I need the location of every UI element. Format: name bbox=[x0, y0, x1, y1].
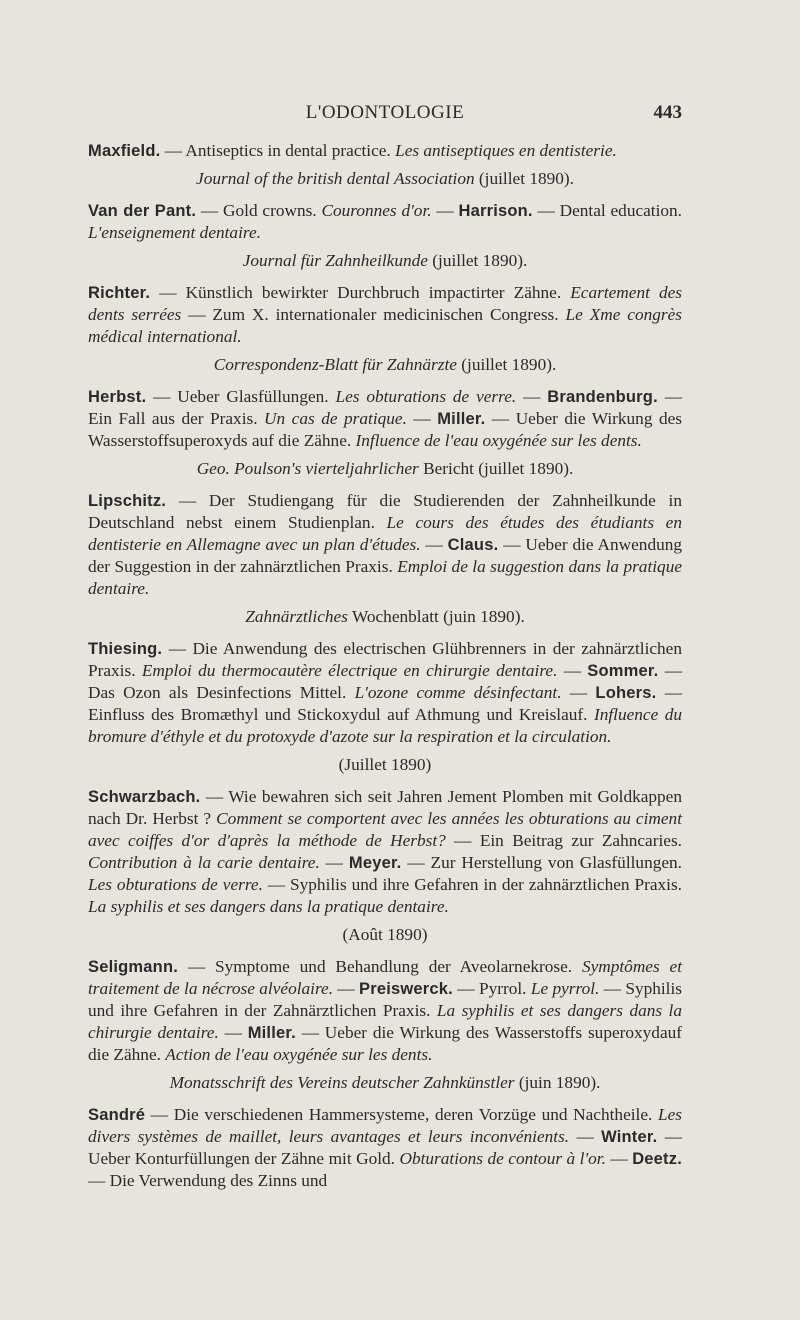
author-name: Schwarzbach. bbox=[88, 788, 201, 806]
separator: — bbox=[406, 409, 438, 428]
journal-name: Geo. Poulson's vierteljahrlicher bbox=[196, 459, 419, 478]
running-title: L'ODONTOLOGIE bbox=[305, 102, 465, 123]
journal-name: Correspondenz-Blatt für Zahnärzte bbox=[213, 355, 457, 374]
page-header bbox=[88, 102, 682, 132]
source-line bbox=[88, 168, 682, 190]
separator: — bbox=[561, 683, 596, 702]
source-line bbox=[88, 250, 682, 272]
title-text: — Wie bewahren sich seit Jahren Jement Plomben mit Goldkappen nach Dr. Herbst ? bbox=[88, 787, 682, 828]
french-translation: Couronnes d'or. bbox=[321, 201, 432, 220]
journal-name: Journal of the british dental Association bbox=[196, 169, 475, 188]
title-text: — Einfluss des Bromæthyl und Stickoxydul auf Athmung und Kreislauf. bbox=[88, 683, 682, 724]
author-name: Deetz. bbox=[632, 1150, 682, 1168]
title-text: — Ein Beitrag zur Zahncaries. bbox=[445, 831, 682, 850]
author-name: Preiswerck. bbox=[359, 980, 453, 998]
journal-name: Journal für Zahnheilkunde bbox=[242, 251, 428, 270]
author-name: Thiesing. bbox=[88, 640, 163, 658]
french-translation: L'ozone comme désinfectant. bbox=[354, 683, 562, 702]
separator: — bbox=[569, 1127, 602, 1146]
author-name: Miller. bbox=[247, 1024, 296, 1042]
title-text: — Gold crowns. bbox=[196, 201, 322, 220]
entry-van-der-pant bbox=[88, 200, 682, 244]
source-line bbox=[88, 606, 682, 628]
title-text: — Zum X. internationaler medicinischen Congress. bbox=[181, 305, 566, 324]
entry-herbst bbox=[88, 386, 682, 452]
french-translation: Symptômes et traitement de la nécrose alvéolaire. bbox=[88, 957, 682, 998]
journal-name: Monatsschrift des Vereins deutscher Zahnkünstler bbox=[169, 1073, 515, 1092]
french-translation: Obturations de contour à l'or. bbox=[399, 1149, 606, 1168]
title-text: — Antiseptics in dental practice. bbox=[160, 141, 396, 160]
french-translation: Comment se comportent avec les années les obturations au ciment avec coiffes d'or d'après la méthode de Herbst? bbox=[88, 809, 682, 850]
title-text: — Das Ozon als Desinfections Mittel. bbox=[88, 661, 682, 702]
title-text: — Die Verwendung des Zinns und bbox=[88, 1171, 328, 1190]
issue-date: (Août 1890) bbox=[342, 925, 428, 944]
bibliography-text bbox=[88, 140, 682, 1196]
entry-richter bbox=[88, 282, 682, 348]
entry-schwarzbach bbox=[88, 786, 682, 918]
entry-seligmann bbox=[88, 956, 682, 1066]
french-translation: L'enseignement dentaire. bbox=[88, 223, 261, 242]
french-translation: Emploi de la suggestion dans la pratique dentaire. bbox=[88, 557, 682, 598]
issue-date: Bericht (juillet 1890). bbox=[418, 459, 574, 478]
french-translation: La syphilis et ses dangers dans la pratique dentaire. bbox=[88, 897, 449, 916]
french-translation: Les obturations de verre. bbox=[335, 387, 517, 406]
french-translation: Influence du bromure d'éthyle et du protoxyde d'azote sur la respiration et la circulation. bbox=[88, 705, 682, 746]
separator: — bbox=[218, 1023, 248, 1042]
entry-sandre bbox=[88, 1104, 682, 1192]
french-translation: Contribution à la carie dentaire. bbox=[88, 853, 320, 872]
title-text: — Künstlich bewirkter Durchbruch impactirter Zähne. bbox=[150, 283, 571, 302]
french-translation: Un cas de pratique. bbox=[264, 409, 407, 428]
separator: — bbox=[431, 201, 459, 220]
separator: — bbox=[605, 1149, 633, 1168]
author-name: Maxfield. bbox=[88, 142, 161, 160]
title-text: — Ueber Glasfüllungen. bbox=[146, 387, 336, 406]
french-translation: Emploi du thermocautère électrique en chirurgie dentaire. bbox=[141, 661, 558, 680]
title-text: — Ueber Konturfüllungen der Zähne mit Gold. bbox=[88, 1127, 683, 1168]
issue-date: (juin 1890). bbox=[514, 1073, 601, 1092]
author-name: Richter. bbox=[88, 284, 151, 302]
issue-date: (juillet 1890). bbox=[456, 355, 557, 374]
french-translation: Le Xme congrès médical international. bbox=[88, 305, 683, 346]
french-translation: Le pyrrol. bbox=[530, 979, 600, 998]
entry-lipschitz bbox=[88, 490, 682, 600]
entry-thiesing bbox=[88, 638, 682, 748]
french-translation: Influence de l'eau oxygénée sur les dents. bbox=[355, 431, 642, 450]
french-translation: Les obturations de verre. bbox=[88, 875, 263, 894]
french-translation: La syphilis et ses dangers dans la chirurgie dentaire. bbox=[88, 1001, 682, 1042]
separator: — bbox=[333, 979, 360, 998]
title-text: — Die verschiedenen Hammersysteme, deren Vorzüge und Nachtheile. bbox=[145, 1105, 658, 1124]
french-translation: Action de l'eau oxygénée sur les dents. bbox=[165, 1045, 433, 1064]
author-name: Sommer. bbox=[587, 662, 659, 680]
source-line bbox=[88, 354, 682, 376]
french-translation: Le cours des études des étudiants en dentisterie en Allemagne avec un plan d'études. bbox=[88, 513, 682, 554]
issue-date: (Juillet 1890) bbox=[338, 755, 432, 774]
author-name: Lohers. bbox=[595, 684, 657, 702]
separator: — bbox=[319, 853, 349, 872]
author-name: Van der Pant. bbox=[88, 202, 197, 220]
author-name: Claus. bbox=[447, 536, 499, 554]
author-name: Brandenburg. bbox=[547, 388, 658, 406]
author-name: Herbst. bbox=[88, 388, 147, 406]
title-text: — Pyrrol. bbox=[452, 979, 531, 998]
issue-date: (juillet 1890). bbox=[474, 169, 574, 188]
french-translation: Les antiseptiques en dentisterie. bbox=[395, 141, 617, 160]
author-name: Meyer. bbox=[348, 854, 402, 872]
title-text: — Ueber die Anwendung der Suggestion in der zahnärztlichen Praxis. bbox=[88, 535, 683, 576]
author-name: Miller. bbox=[437, 410, 486, 428]
french-translation: Ecartement des dents serrées bbox=[88, 283, 683, 324]
separator: — bbox=[557, 661, 588, 680]
title-text: — Die Anwendung des electrischen Glühbrenners in der zahnärztlichen Praxis. bbox=[88, 639, 682, 680]
author-name: Seligmann. bbox=[88, 958, 179, 976]
title-text: — Syphilis und ihre Gefahren in der Zahnärztlichen Praxis. bbox=[88, 979, 682, 1020]
title-text: — Zur Herstellung von Glasfüllungen. bbox=[401, 853, 682, 872]
title-text: — Symptome und Behandlung der Aveolarnekrose. bbox=[178, 957, 582, 976]
separator: — bbox=[420, 535, 448, 554]
journal-name: Zahnärztliches bbox=[245, 607, 348, 626]
entry-maxfield bbox=[88, 140, 682, 162]
issue-date: Wochenblatt (juin 1890). bbox=[347, 607, 525, 626]
separator: — bbox=[516, 387, 548, 406]
french-translation: Les divers systèmes de maillet, leurs avantages et leurs inconvénients. bbox=[88, 1105, 682, 1146]
source-line bbox=[88, 458, 682, 480]
title-text: — Dental education. bbox=[532, 201, 683, 220]
author-name: Sandré bbox=[88, 1106, 146, 1124]
author-name: Harrison. bbox=[458, 202, 533, 220]
author-name: Lipschitz. bbox=[88, 492, 167, 510]
issue-date: (juillet 1890). bbox=[427, 251, 528, 270]
source-line bbox=[88, 1072, 682, 1094]
title-text: — Der Studiengang für die Studierenden der Zahnheilkunde in Deutschland nebst einem Studienplan. bbox=[88, 491, 682, 532]
title-text: — Ein Fall aus der Praxis. bbox=[88, 387, 683, 428]
title-text: — Ueber die Wirkung des Wasserstoffs superoxydauf die Zähne. bbox=[88, 1023, 683, 1064]
page-number: 443 bbox=[653, 102, 682, 123]
author-name: Winter. bbox=[601, 1128, 658, 1146]
title-text: — Syphilis und ihre Gefahren in der zahnärztlichen Praxis. bbox=[262, 875, 682, 894]
title-text: — Ueber die Wirkung des Wasserstoffsuperoxyds auf die Zähne. bbox=[88, 409, 682, 450]
